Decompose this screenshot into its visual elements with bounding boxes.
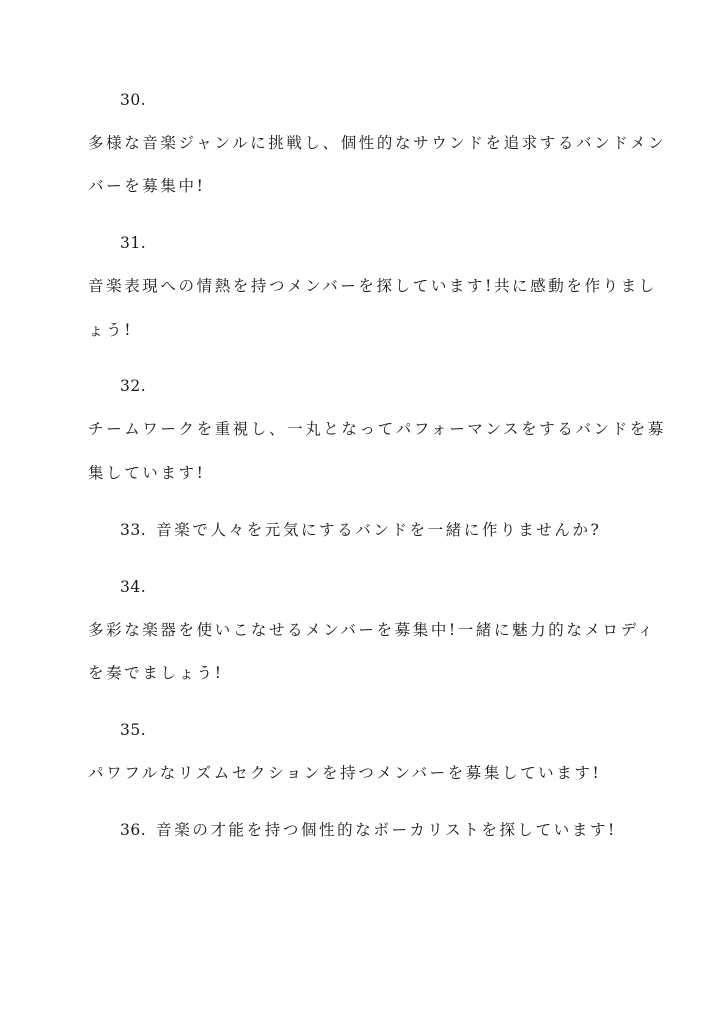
item-32-line-2: 集しています!: [88, 464, 206, 482]
item-31-number: 31.: [120, 234, 147, 252]
item-30-line-1: 多様な音楽ジャンルに挑戦し、個性的なサウンドを追求するバンドメン: [88, 134, 667, 152]
item-35-number: 35.: [120, 721, 147, 739]
item-34-line-1: 多彩な楽器を使いこなせるメンバーを募集中!一緒に魅力的なメロディ: [88, 621, 656, 639]
item-33-text: 音楽で人々を元気にするバンドを一緒に作りませんか?: [156, 521, 602, 539]
item-33: [120, 520, 601, 540]
item-35-line-1: パワフルなリズムセクションを持つメンバーを募集しています!: [88, 764, 602, 782]
item-36-number: 36.: [120, 821, 147, 839]
item-34-line-2: を奏でましょう!: [88, 664, 224, 682]
item-30-number: 30.: [120, 91, 147, 109]
item-34-number: 34.: [120, 578, 147, 596]
item-31-line-2: ょう!: [88, 321, 134, 339]
item-32-line-1: チームワークを重視し、一丸となってパフォーマンスをするバンドを募: [88, 420, 666, 438]
item-36-text: 音楽の才能を持つ個性的なボーカリストを探しています!: [156, 821, 617, 839]
item-30-line-2: バーを募集中!: [88, 177, 206, 195]
item-36: [120, 820, 617, 840]
item-32-number: 32.: [120, 377, 147, 395]
item-31-line-1: 音楽表現への情熱を持つメンバーを探しています!共に感動を作りまし: [88, 277, 657, 295]
item-33-number: 33.: [120, 521, 147, 539]
